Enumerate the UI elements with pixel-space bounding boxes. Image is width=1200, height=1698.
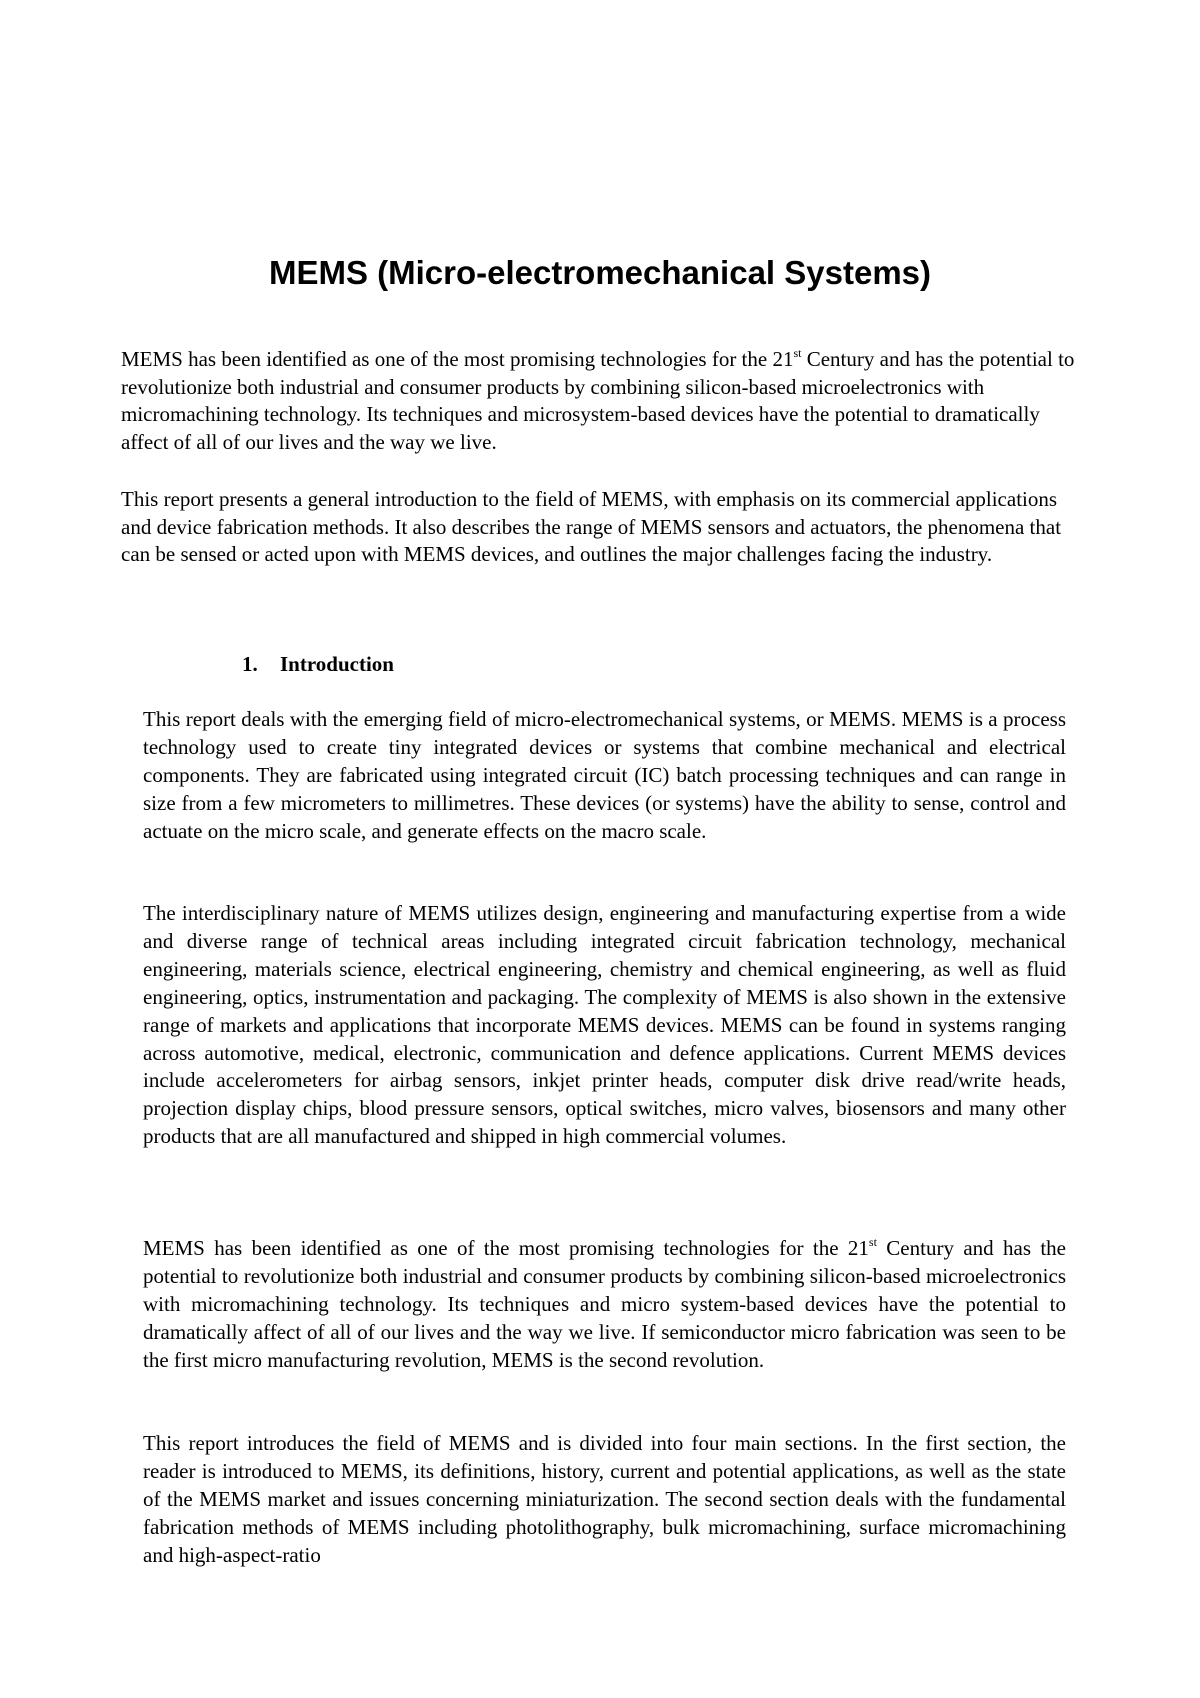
abstract-paragraph-1-text: MEMS has been identified as one of the most promising technologies for the 21	[121, 347, 794, 371]
abstract-paragraph-2: This report presents a general introduction to the field of MEMS, with emphasis on its commercial applications and device fabrication methods. It also describes the range of MEMS sensors and actuators, the phenomena that can be sensed or acted upon with MEMS devices, and outlines the major challenges facing the industry.	[121, 487, 1062, 566]
body-paragraph-4: This report introduces the field of MEMS and is divided into four main sections. In the first section, the reader is introduced to MEMS, its definitions, history, current and potential applications, as well as the state of the MEMS market and issues concerning miniaturization. The second section deals with the fundamental fabrication methods of MEMS including photolithography, bulk micromachining, surface micromachining and high-aspect-ratio	[143, 1431, 1066, 1567]
abstract-paragraph-1	[121, 346, 1086, 456]
section-heading	[242, 650, 394, 678]
body-paragraph-3	[143, 1235, 1066, 1375]
body-paragraph-3-text-cont: Century and has the potential to revolutionize both industrial and consumer products by combining silicon-based microelectronics with micromachining technology. Its techniques and micro system-based devices have the potential to dramatically affect of all of our lives and the way we live. If semiconductor micro fabrication was seen to be the first micro manufacturing revolution, MEMS is the second revolution.	[143, 1236, 1067, 1372]
section-number: 1.	[242, 652, 258, 676]
ordinal-suffix: st	[793, 346, 802, 360]
body-paragraph-2: The interdisciplinary nature of MEMS utilizes design, engineering and manufacturing expertise from a wide and diverse range of technical areas including integrated circuit fabrication technology, mechanical engineering, materials science, electrical engineering, chemistry and chemical engineering, as well as fluid engineering, optics, instrumentation and packaging. The complexity of MEMS is also shown in the extensive range of markets and applications that incorporate MEMS devices. MEMS can be found in systems ranging across automotive, medical, electronic, communication and defence applications. Current MEMS devices include accelerometers for airbag sensors, inkjet printer heads, computer disk drive read/write heads, projection display chips, blood pressure sensors, optical switches, micro valves, biosensors and many other products that are all manufactured and shipped in high commercial volumes.	[143, 901, 1066, 1149]
body-paragraph-1: This report deals with the emerging field of micro-electromechanical systems, or MEMS. MEMS is a process technology used to create tiny integrated devices or systems that combine mechanical and electrical components. They are fabricated using integrated circuit (IC) batch processing techniques and can range in size from a few micrometers to millimetres. These devices (or systems) have the ability to sense, control and actuate on the micro scale, and generate effects on the macro scale.	[143, 707, 1066, 843]
body-paragraph-3-text: MEMS has been identified as one of the most promising technologies for the 21	[143, 1236, 869, 1260]
abstract-paragraph-1-text-cont: Century and has the potential to revolutionize both industrial and consumer products by combining silicon-based microelectronics with micromachining technology. Its techniques and microsystem-based devices have the potential to dramatically affect of all of our lives and the way we live.	[121, 347, 1075, 454]
section-title: Introduction	[280, 652, 394, 676]
document-title: MEMS (Micro-electromechanical Systems)	[268, 254, 932, 291]
ordinal-suffix: st	[868, 1235, 877, 1249]
